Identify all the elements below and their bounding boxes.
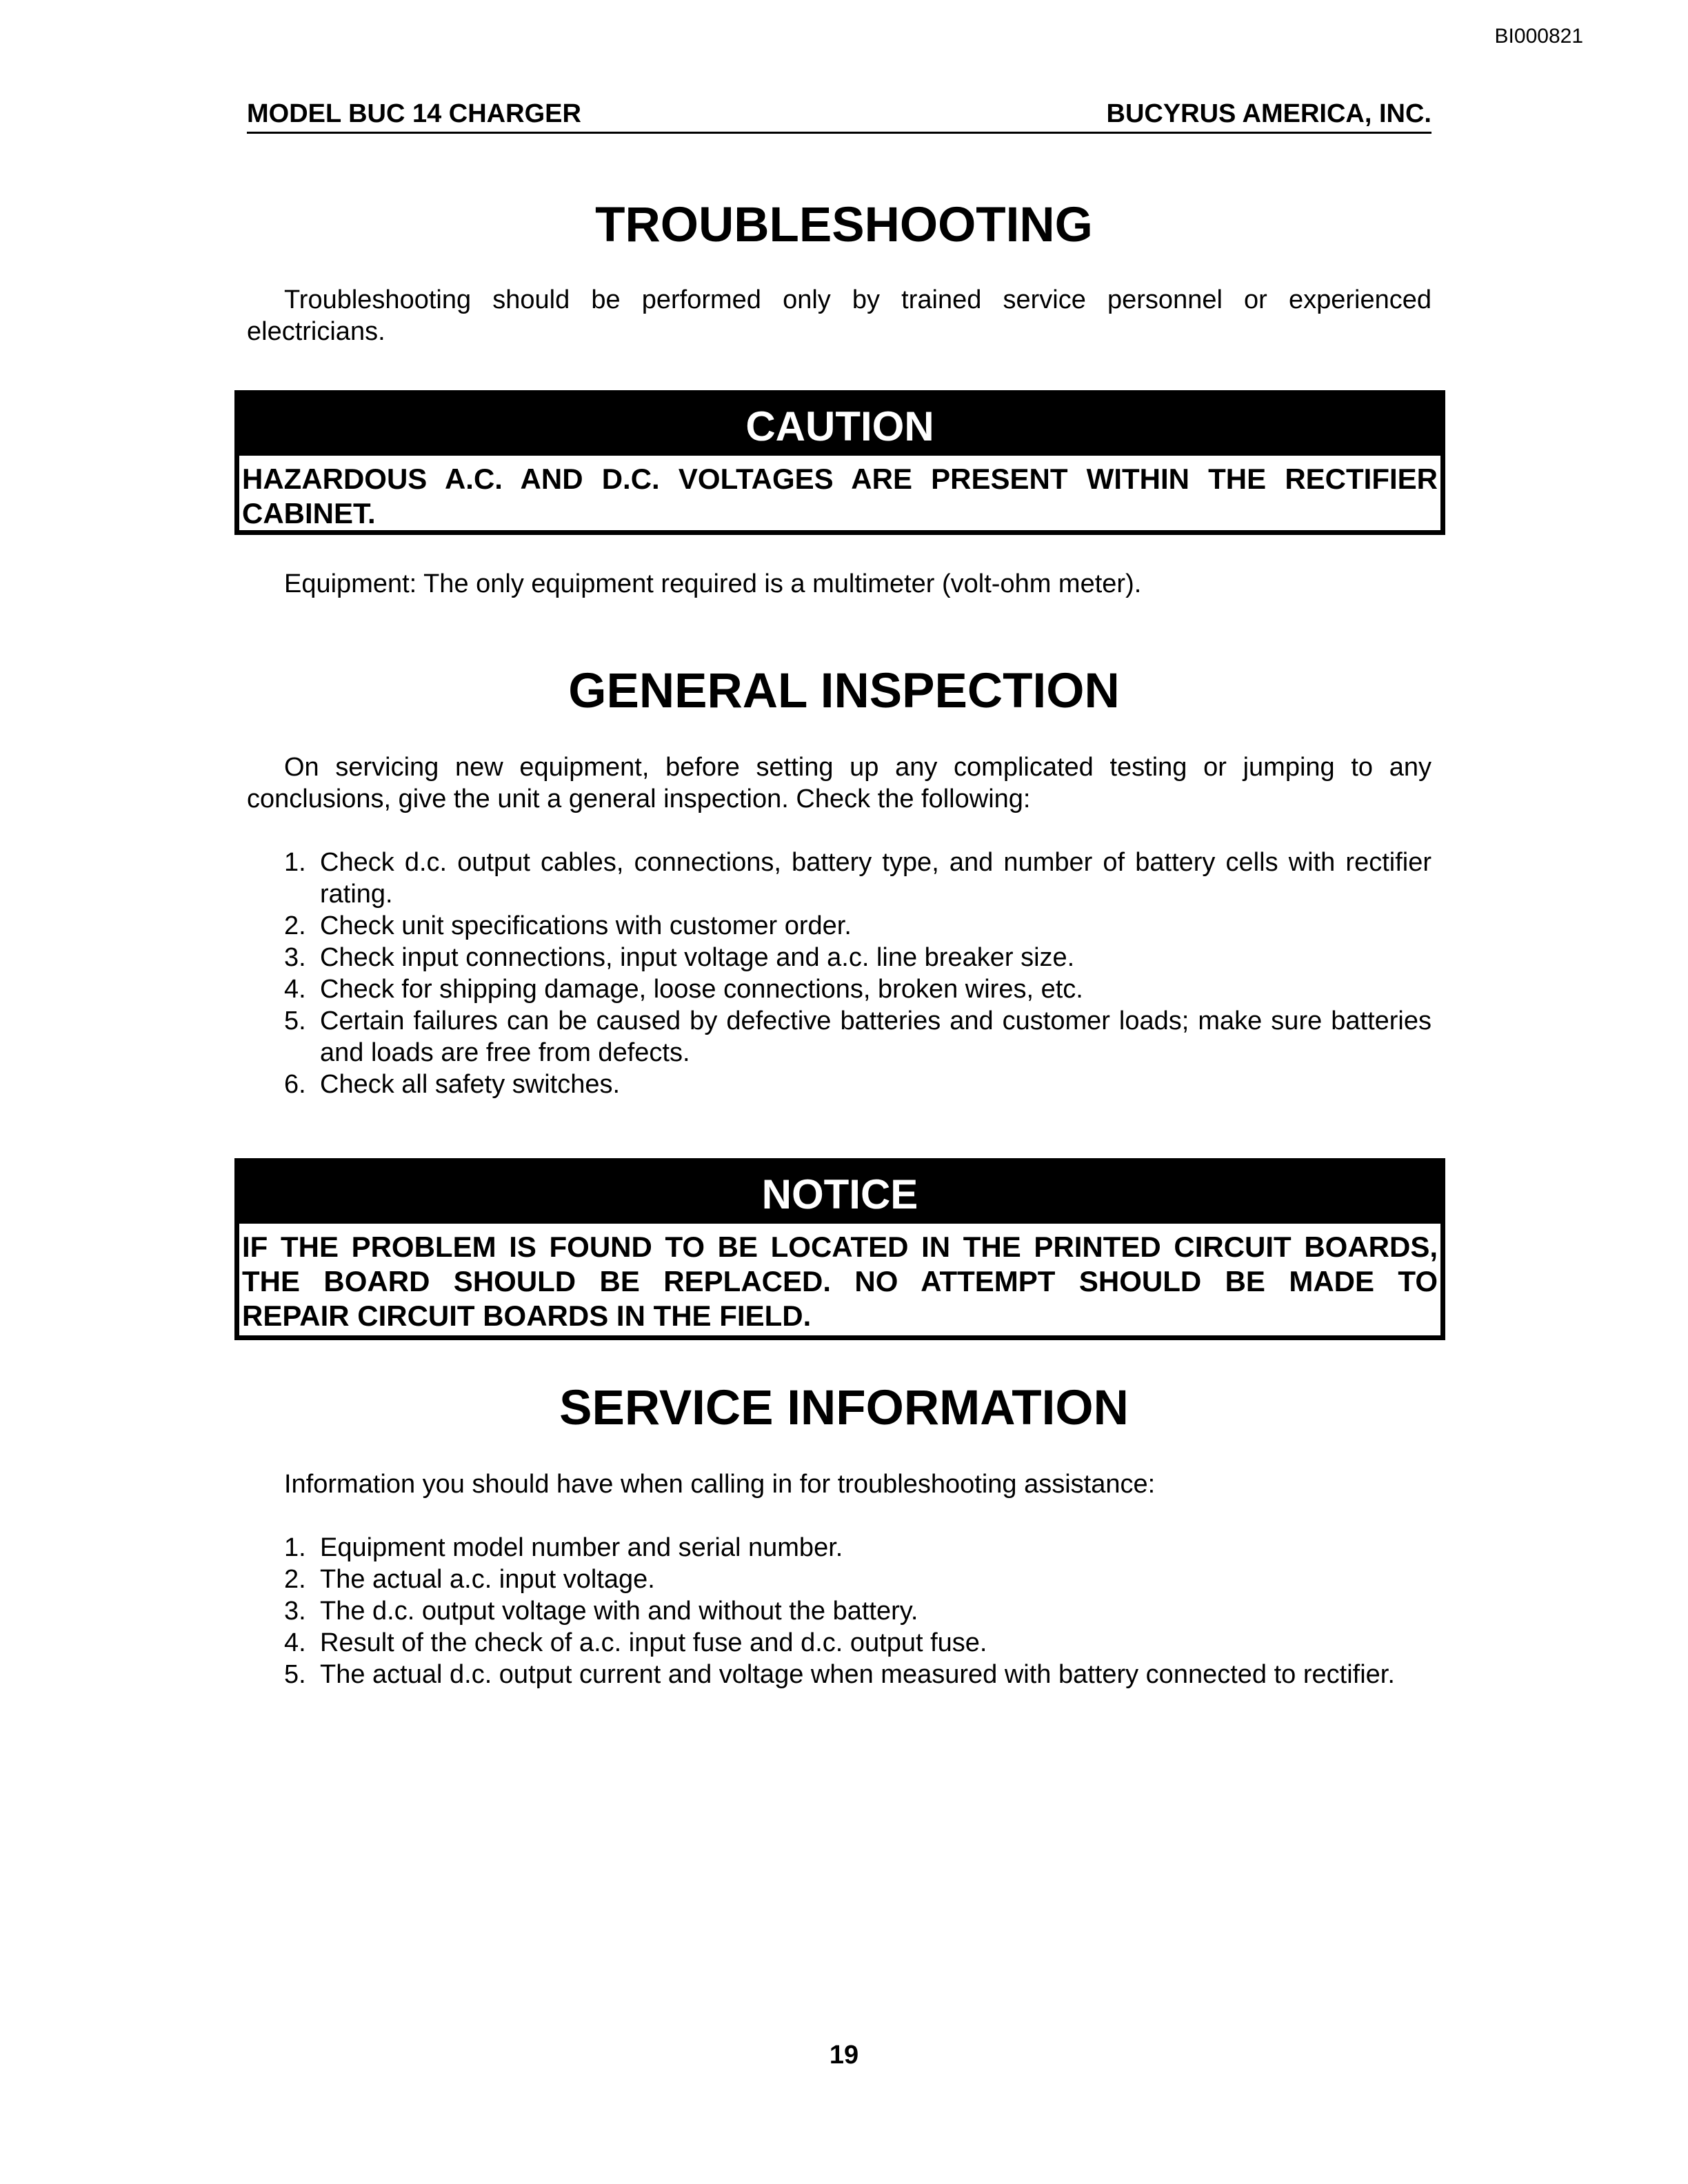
list-item (284, 973, 1431, 1005)
list-item-number: 3. (284, 1597, 306, 1626)
notice-box (234, 1158, 1445, 1340)
list-item-text: Check d.c. output cables, connections, battery type, and number of battery cells with rectifier rating. (320, 848, 1431, 909)
list-item (284, 1564, 1431, 1595)
caution-title: CAUTION (239, 395, 1440, 456)
list-item-number: 3. (284, 943, 306, 972)
list-item-number: 1. (284, 848, 306, 877)
notice-text (239, 1224, 1440, 1336)
list-item (284, 847, 1431, 910)
service-information-list (284, 1532, 1431, 1690)
equipment-text: Equipment: The only equipment required is a multimeter (volt-ohm meter). (284, 569, 1142, 598)
troubleshooting-intro: Troubleshooting should be performed only by trained service personnel or experienced electricians. (247, 285, 1431, 346)
notice-line: THE BOARD SHOULD BE REPLACED. NO ATTEMPT SHOULD BE MADE TO (242, 1265, 1438, 1297)
list-item-number: 5. (284, 1660, 306, 1689)
list-item-text: Check input connections, input voltage and a.c. line breaker size. (320, 943, 1075, 972)
general-inspection-list (284, 847, 1431, 1100)
list-item-text: The actual d.c. output current and voltage when measured with battery connected to rectifier. (320, 1660, 1395, 1689)
list-item-text: Check for shipping damage, loose connections, broken wires, etc. (320, 975, 1083, 1004)
page-number: 19 (829, 2041, 859, 2070)
notice-line: REPAIR CIRCUIT BOARDS IN THE FIELD. (242, 1300, 812, 1332)
list-item (284, 1005, 1431, 1069)
general-inspection-intro: On servicing new equipment, before setting up any complicated testing or jumping to any conclusions, give the unit a general inspection. Check the following: (247, 753, 1431, 813)
page-header (247, 99, 1431, 134)
list-item-text: Certain failures can be caused by defective batteries and customer loads; make sure batteries and loads are free from defects. (320, 1007, 1431, 1067)
caution-line: HAZARDOUS A.C. AND D.C. VOLTAGES ARE PRESENT WITHIN THE RECTIFIER (242, 463, 1438, 495)
list-item-number: 6. (284, 1070, 306, 1099)
service-information-intro: Information you should have when calling in for troubleshooting assistance: (284, 1470, 1156, 1499)
list-item-number: 5. (284, 1007, 306, 1035)
list-item (284, 1595, 1431, 1627)
list-item (284, 1069, 1431, 1100)
troubleshooting-heading: TROUBLESHOOTING (595, 198, 1093, 252)
list-item-number: 4. (284, 1628, 306, 1657)
list-item-number: 2. (284, 1565, 306, 1594)
notice-title: NOTICE (239, 1163, 1440, 1224)
notice-line: IF THE PROBLEM IS FOUND TO BE LOCATED IN THE PRINTED CIRCUIT BOARDS, (242, 1231, 1438, 1263)
list-item (284, 1659, 1431, 1690)
list-item (284, 1627, 1431, 1659)
list-item (284, 910, 1431, 942)
list-item-number: 4. (284, 975, 306, 1004)
list-item (284, 942, 1431, 973)
list-item-text: Check all safety switches. (320, 1070, 621, 1099)
list-item-text: Check unit specifications with customer order. (320, 911, 852, 940)
list-item-text: The d.c. output voltage with and without the battery. (320, 1597, 918, 1626)
list-item-number: 2. (284, 911, 306, 940)
list-item-number: 1. (284, 1533, 306, 1562)
list-item-text: Equipment model number and serial number. (320, 1533, 843, 1562)
caution-line: CABINET. (242, 497, 376, 529)
header-company: BUCYRUS AMERICA, INC. (1106, 99, 1431, 128)
caution-box (234, 390, 1445, 535)
service-information-heading: SERVICE INFORMATION (559, 1381, 1129, 1435)
header-model: MODEL BUC 14 CHARGER (247, 99, 581, 128)
document-id: BI000821 (1494, 25, 1583, 48)
list-item-text: The actual a.c. input voltage. (320, 1565, 655, 1594)
general-inspection-heading: GENERAL INSPECTION (568, 664, 1120, 718)
list-item-text: Result of the check of a.c. input fuse and d.c. output fuse. (320, 1628, 987, 1657)
caution-text (239, 456, 1440, 534)
list-item (284, 1532, 1431, 1564)
